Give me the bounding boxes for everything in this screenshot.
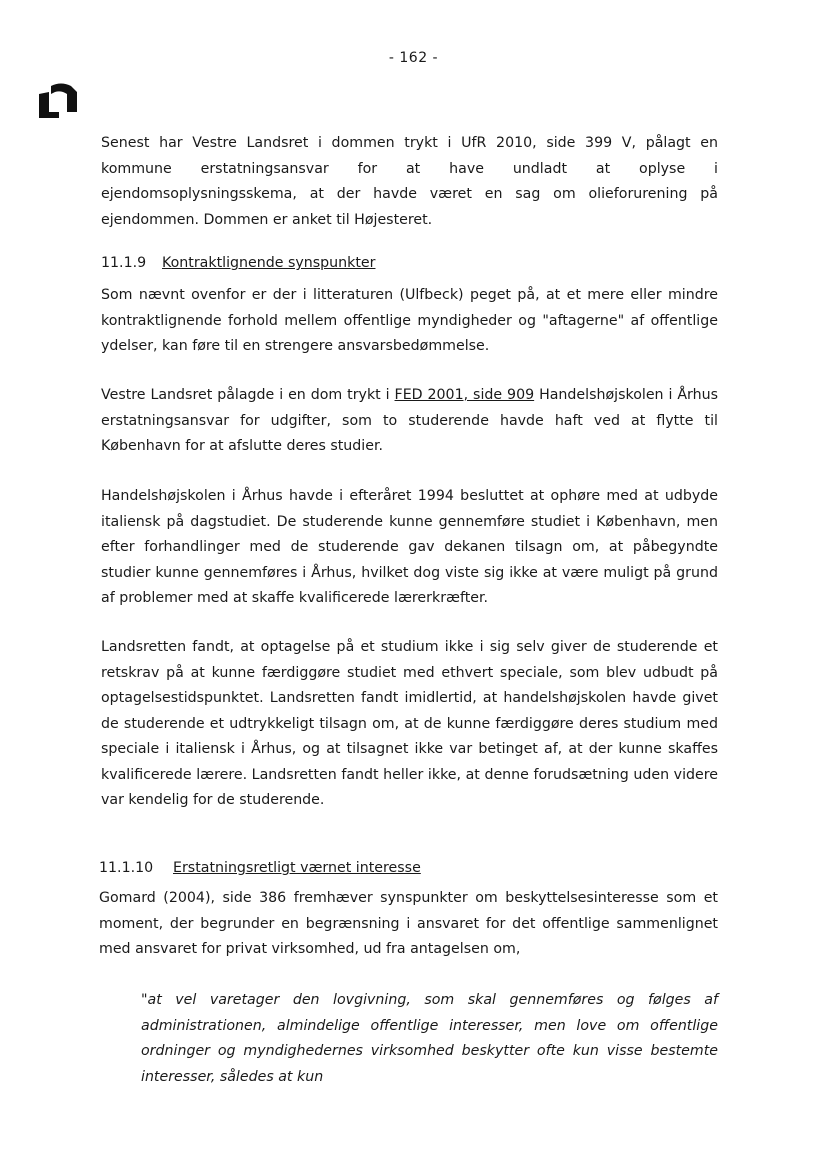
- paragraph-6: Gomard (2004), side 386 fremhæver synspunkter om beskyttelsesinteresse som et moment, der begrunder en begrænsning i ansvaret for det offentlige sammenlignet med ansvaret for privat virksomhed, ud fra antagelsen om,: [99, 890, 718, 957]
- brand-logo-icon: [37, 82, 79, 118]
- page-number: - 162 -: [388, 50, 439, 66]
- section-heading-11-1-10: [99, 856, 421, 881]
- block-quote: "at vel varetager den lovgivning, som skal gennemføres og følges af administrationen, almindelige offentlige interesser, men love om offentlige ordninger og myndighedernes virksomhed beskytter ofte kun visse bestemte interesser, således at kun: [141, 992, 718, 1085]
- paragraph-1: Senest har Vestre Landsret i dommen trykt i UfR 2010, side 399 V, pålagt en kommune erstatningsansvar for at have undladt at oplyse i ejendomsoplysningsskema, at der havde været en sag om olieforurening på ejendommen. Dommen er anket til Højesteret.: [101, 135, 718, 228]
- section-number: 11.1.10: [99, 860, 154, 876]
- section-heading-11-1-9: [101, 251, 375, 276]
- paragraph-3: [101, 383, 718, 460]
- paragraph-3-text-start: Vestre Landsret pålagde i en dom trykt i: [101, 387, 395, 403]
- paragraph-4: Handelshøjskolen i Århus havde i efteråret 1994 besluttet at ophøre med at udbyde italiensk på dagstudiet. De studerende kunne gennemføre studiet i København, men efter forhandlinger med de studerende gav dekanen tilsagn om, at påbegyndte studier kunne gennemføres i Århus, hvilket dog viste sig ikke at være muligt på grund af problemer med at skaffe kvalificerede lærerkræfter.: [101, 488, 718, 606]
- paragraph-3-text-end: Handelshøjskolen i Århus erstatningsansvar for udgifter, som to studerende havde haft ved at flytte til København for at afslutte deres studier.: [101, 387, 719, 454]
- section-title: Erstatningsretligt værnet interesse: [173, 860, 421, 876]
- case-reference-link[interactable]: FED 2001, side 909: [394, 387, 535, 403]
- paragraph-5: Landsretten fandt, at optagelse på et studium ikke i sig selv giver de studerende et retskrav på at kunne færdiggøre studiet med ethvert speciale, som blev udbudt på optagelsestidspunktet. Landsretten fandt imidlertid, at handelshøjskolen havde givet de studerende et udtrykkeligt tilsagn om, at de kunne færdiggøre deres studium med speciale i italiensk i Århus, og at tilsagnet ikke var betinget af, at der kunne skaffes kvalificerede lærere. Landsretten fandt heller ikke, at denne forudsætning uden videre var kendelig for de studerende.: [101, 639, 718, 808]
- section-title: Kontraktlignende synspunkter: [162, 255, 376, 271]
- section-number: 11.1.9: [101, 255, 147, 271]
- paragraph-2: Som nævnt ovenfor er der i litteraturen (Ulfbeck) peget på, at et mere eller mindre kontraktlignende forhold mellem offentlige myndigheder og "aftagerne" af offentlige ydelser, kan føre til en strengere ansvarsbedømmelse.: [101, 287, 718, 354]
